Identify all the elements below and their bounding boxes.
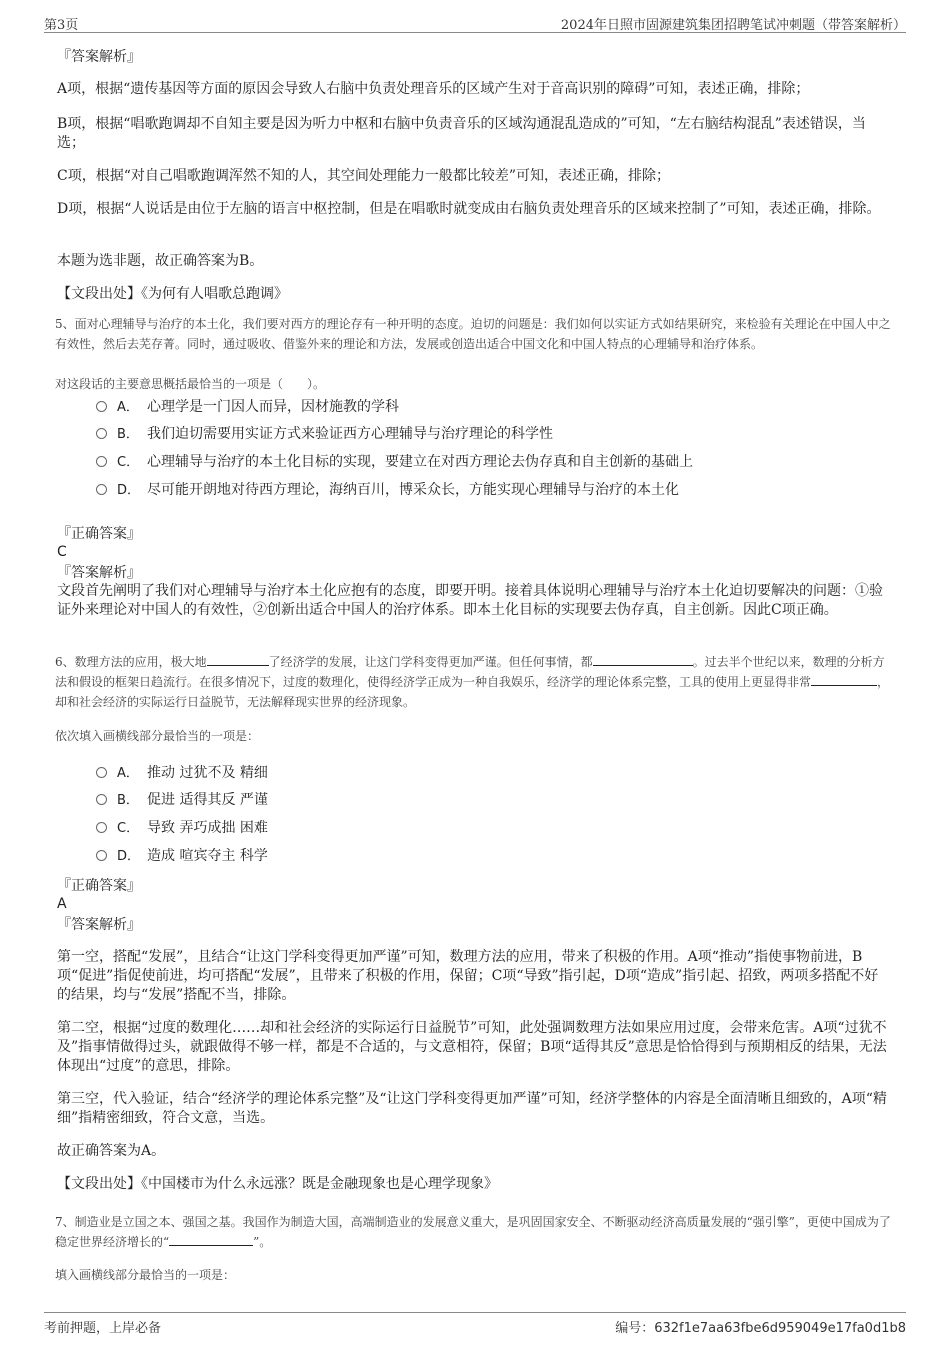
- q6-analysis-para1: 第一空，搭配“发展”，且结合“让这门学科变得更加严谨”可知，数理方法的应用，带来了积极的作用。A项“推动”指使事物前进，B项“促进”指促使前进，均可搭配“发展”，且带来了积极的作用，保留；C项“导致”指引起，D项“造成”指引起、招致，两项多搭配不好的结果，均与“发展”搭配不当，排除。: [57, 949, 879, 1003]
- q5-prompt: 对这段话的主要意思概括最恰当的一项是（ ）。: [55, 377, 326, 391]
- q6-option-b[interactable]: B． 促进 适得其反 严谨: [96, 790, 268, 811]
- q4-conclusion: 本题为选非题，故正确答案为B。: [57, 253, 264, 269]
- blank-1: [169, 1233, 253, 1246]
- page-footer: [44, 1312, 906, 1335]
- document-title: 2024年日照市固源建筑集团招聘笔试冲刺题（带答案解析）: [560, 18, 906, 33]
- q4-analysis-d: D项，根据“人说话是由位于左脑的语言中枢控制，但是在唱歌时就变成由右脑负责处理音乐的区域来控制了”可知，表述正确，排除。: [57, 201, 881, 217]
- radio-icon[interactable]: [96, 484, 107, 495]
- q5-option-a[interactable]: A． 心理学是一门因人而异，因材施教的学科: [96, 397, 399, 418]
- page-number: 第3页: [44, 18, 79, 33]
- q5-option-c[interactable]: C． 心理辅导与治疗的本土化目标的实现，要建立在对西方理论去伪存真和自主创新的基础上: [96, 452, 693, 473]
- q5-analysis: 文段首先阐明了我们对心理辅导与治疗本土化应抱有的态度，即要开明。接着具体说明心理辅导与治疗本土化迫切要解决的问题：①验证外来理论对中国人的有效性，②创新出适合中国人的治疗体系。即本土化目标的实现要去伪存真，自主创新。因此C项正确。: [57, 583, 883, 618]
- q5-option-d[interactable]: D． 尽可能开朗地对待西方理论，海纳百川，博采众长，方能实现心理辅导与治疗的本土化: [96, 480, 679, 501]
- q5-option-b[interactable]: B． 我们迫切需要用实证方式来验证西方心理辅导与治疗理论的科学性: [96, 424, 553, 445]
- q7-stem: 7、制造业是立国之本、强国之基。我国作为制造大国，高端制造业的发展意义重大，是巩固国家安全、不断驱动经济高质量发展的“强引擎”，更使中国成为了稳定世界经济增长的“ ”。: [55, 1215, 891, 1249]
- radio-icon[interactable]: [96, 822, 107, 833]
- blank-1: [207, 653, 269, 666]
- q6-analysis-para3: 第三空，代入验证，结合“经济学的理论体系完整”及“让这门学科变得更加严谨”可知，经济学整体的内容是全面清晰且细致的，A项“精细”指精密细致，符合文意，当选。: [57, 1091, 887, 1126]
- radio-icon[interactable]: [96, 767, 107, 778]
- radio-icon[interactable]: [96, 401, 107, 412]
- q6-option-d[interactable]: D． 造成 喧宾夺主 科学: [96, 846, 268, 867]
- q6-source: 【文段出处】《中国楼市为什么永远涨？既是金融现象也是心理学现象》: [57, 1176, 498, 1192]
- q6-option-a[interactable]: A． 推动 过犹不及 精细: [96, 763, 268, 784]
- q4-analysis-b: B项，根据“唱歌跑调却不自知主要是因为听力中枢和右脑中负责音乐的区域沟通混乱造成的”可知，“左右脑结构混乱”表述错误，当选；: [57, 116, 866, 151]
- q4-analysis-a: A项，根据“遗传基因等方面的原因会导致人右脑中负责处理音乐的区域产生对于音高识别的障碍”可知，表述正确，排除；: [57, 81, 810, 97]
- radio-icon[interactable]: [96, 794, 107, 805]
- footer-code: 编号：632f1e7aa63fbe6d959049e17fa0d1b8: [615, 1321, 906, 1336]
- q4-source: 【文段出处】《为何有人唱歌总跑调》: [57, 286, 288, 302]
- q5-analysis-label: 『答案解析』: [57, 565, 141, 581]
- q6-analysis-label: 『答案解析』: [57, 917, 141, 933]
- q6-stem: 6、数理方法的应用，极大地 了经济学的发展，让这门学科变得更加严谨。但任何事情，都 。过去半个世纪以来，数理的分析方法和假设的框架日趋流行。在很多情况下，过度的数理化，使得经济学正成为一种自我娱乐，经济学的理论体系完整，工具的使用上更显得非常 ，却和社会经济的实际运行日益脱节，无法解释现实世界的经济现象。: [55, 655, 890, 709]
- q6-answer: A: [57, 896, 67, 912]
- q6-analysis-para2: 第二空，根据“过度的数理化……却和社会经济的实际运行日益脱节”可知，此处强调数理方法如果应用过度，会带来危害。A项“过犹不及”指事情做得过头，就跟做得不够一样，都是不合适的，与文意相符，保留；B项“适得其反”意思是恰恰得到与预期相反的结果，无法体现出“过度”的意思，排除。: [57, 1020, 887, 1074]
- q5-answer-label: 『正确答案』: [57, 526, 141, 542]
- q7-prompt: 填入画横线部分最恰当的一项是：: [55, 1268, 236, 1282]
- q4-analysis-label: 『答案解析』: [57, 49, 141, 65]
- page-header: [44, 10, 906, 33]
- q5-stem: 5、面对心理辅导与治疗的本土化，我们要对西方的理论存有一种开明的态度。迫切的问题是：我们如何以实证方式如结果研究，来检验有关理论在中国人中之有效性，然后去芜存菁。同时，通过吸收、借鉴外来的理论和方法，发展或创造出适合中国文化和中国人特点的心理辅导和治疗体系。: [55, 317, 891, 351]
- radio-icon[interactable]: [96, 456, 107, 467]
- blank-2: [593, 653, 693, 666]
- q6-prompt: 依次填入画横线部分最恰当的一项是：: [55, 729, 260, 743]
- q6-answer-label: 『正确答案』: [57, 878, 141, 894]
- blank-3: [811, 673, 877, 686]
- footer-slogan: 考前押题，上岸必备: [44, 1321, 162, 1336]
- radio-icon[interactable]: [96, 428, 107, 439]
- radio-icon[interactable]: [96, 850, 107, 861]
- q6-conclusion: 故正确答案为A。: [57, 1143, 166, 1159]
- q6-option-c[interactable]: C． 导致 弄巧成拙 困难: [96, 818, 268, 839]
- q5-answer: C: [57, 544, 67, 560]
- q4-analysis-c: C项，根据“对自己唱歌跑调浑然不知的人，其空间处理能力一般都比较差”可知，表述正确，排除；: [57, 168, 671, 184]
